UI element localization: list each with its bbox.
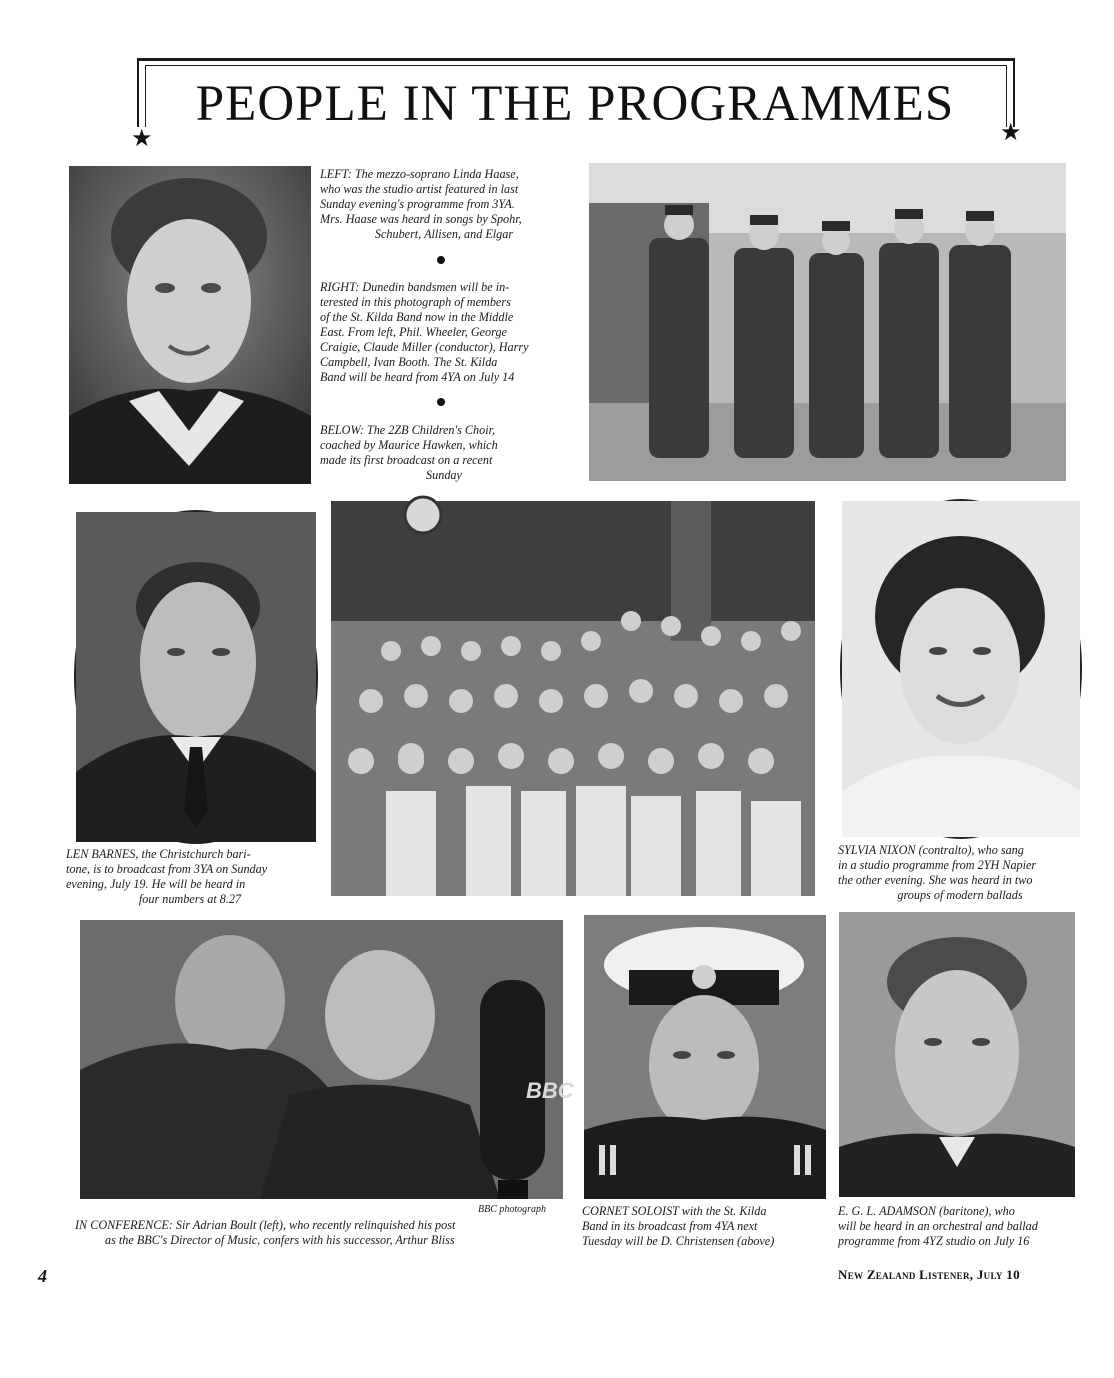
page-title: PEOPLE IN THE PROGRAMMES bbox=[195, 76, 955, 132]
publication-footer: New Zealand Listener, July 10 bbox=[838, 1267, 1020, 1282]
caption-line: will be heard in an orchestral and ballad bbox=[838, 1219, 1038, 1233]
caption-line: Craigie, Claude Miller (conductor), Harry bbox=[320, 340, 529, 354]
caption-line: the other evening. She was heard in two bbox=[838, 873, 1033, 887]
caption-line: programme from 4YZ studio on July 16 bbox=[838, 1234, 1030, 1248]
photo-egl-adamson bbox=[839, 912, 1075, 1197]
bullet-dot bbox=[437, 256, 445, 264]
caption-line: Sunday evening's programme from 3YA. bbox=[320, 197, 515, 211]
caption-right-intro bbox=[320, 280, 568, 385]
star-left-icon: ★ bbox=[131, 124, 153, 152]
caption-line: groups of modern ballads bbox=[897, 888, 1023, 902]
caption-line: made its first broadcast on a recent bbox=[320, 453, 493, 467]
caption-line: Band in its broadcast from 4YA next bbox=[582, 1219, 758, 1233]
caption-line: who was the studio artist featured in last bbox=[320, 182, 519, 196]
photo-linda-haase bbox=[69, 166, 311, 484]
caption-line: BELOW: The 2ZB Children's Choir, bbox=[320, 423, 496, 437]
caption-line: CORNET SOLOIST with the St. Kilda bbox=[582, 1204, 767, 1218]
caption-cornet-soloist bbox=[582, 1204, 830, 1249]
caption-line: E. G. L. ADAMSON (baritone), who bbox=[838, 1204, 1015, 1218]
caption-line: Campbell, Ivan Booth. The St. Kilda bbox=[320, 355, 498, 369]
caption-line: of the St. Kilda Band now in the Middle bbox=[320, 310, 514, 324]
page-number: 4 bbox=[38, 1266, 47, 1286]
caption-line: IN CONFERENCE: Sir Adrian Boult (left), who recently relinquished his post bbox=[75, 1218, 456, 1232]
caption-line: Mrs. Haase was heard in songs by Spohr, bbox=[320, 212, 522, 226]
caption-left-intro bbox=[320, 167, 568, 242]
caption-line: LEN BARNES, the Christchurch bari- bbox=[66, 847, 251, 861]
caption-line: in a studio programme from 2YH Napier bbox=[838, 858, 1037, 872]
caption-line: coached by Maurice Hawken, which bbox=[320, 438, 498, 452]
caption-sylvia-nixon bbox=[838, 843, 1082, 903]
caption-line: RIGHT: Dunedin bandsmen will be in- bbox=[320, 280, 510, 294]
caption-in-conference bbox=[75, 1218, 567, 1248]
photo-in-conference bbox=[80, 920, 574, 1199]
caption-line: tone, is to broadcast from 3YA on Sunday bbox=[66, 862, 268, 876]
caption-egl-adamson bbox=[838, 1204, 1084, 1249]
photo-credit-bbc: BBC photograph bbox=[478, 1204, 547, 1215]
caption-line: evening, July 19. He will be heard in bbox=[66, 877, 246, 891]
caption-line: LEFT: The mezzo-soprano Linda Haase, bbox=[320, 167, 519, 181]
caption-len-barnes bbox=[66, 847, 314, 907]
caption-line: as the BBC's Director of Music, confers with his successor, Arthur Bliss bbox=[105, 1233, 455, 1247]
photo-2zb-childrens-choir bbox=[331, 501, 815, 896]
caption-line: terested in this photograph of members bbox=[320, 295, 511, 309]
photo-len-barnes bbox=[74, 510, 318, 844]
caption-below-intro bbox=[320, 423, 568, 483]
photo-cornet-soloist bbox=[584, 915, 826, 1199]
caption-line: Tuesday will be D. Christensen (above) bbox=[582, 1234, 775, 1248]
caption-line: East. From left, Phil. Wheeler, George bbox=[320, 325, 507, 339]
star-right-icon: ★ bbox=[1000, 118, 1022, 146]
mic-bbc-label: BBC bbox=[526, 1078, 574, 1103]
photo-st-kilda-bandsmen bbox=[589, 163, 1066, 481]
caption-line: SYLVIA NIXON (contralto), who sang bbox=[838, 843, 1024, 857]
caption-line: Band will be heard from 4YA on July 14 bbox=[320, 370, 515, 384]
bullet-dot bbox=[437, 398, 445, 406]
caption-line: four numbers at 8.27 bbox=[138, 892, 242, 906]
caption-line: Schubert, Allisen, and Elgar bbox=[374, 227, 514, 241]
caption-line: Sunday bbox=[426, 468, 462, 482]
photo-sylvia-nixon bbox=[840, 499, 1082, 839]
